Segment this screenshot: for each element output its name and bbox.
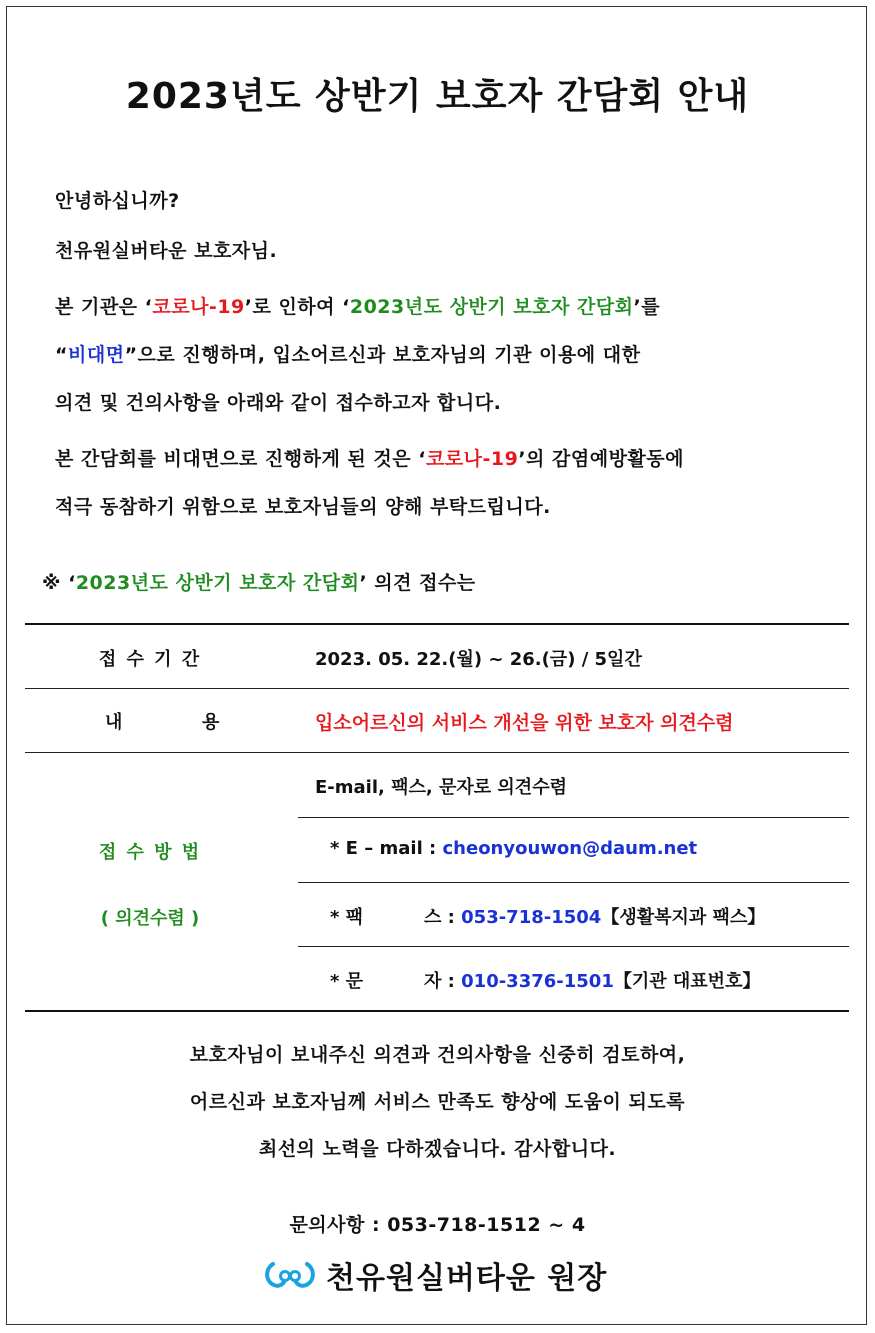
email-link[interactable]: cheonyouwon@daum.net [442,838,698,859]
nonface-highlight: 비대면 [68,344,125,366]
email-label: * E – mail : [330,838,437,859]
content-label-1: 내 [105,712,123,733]
covid-highlight: 코로나-19 [152,296,245,318]
fax-note: 【생활복지과 팩스】 [601,907,766,928]
para1-text-e: ”으로 진행하며, 입소어르신과 보호자님의 기관 이용에 대한 [124,344,641,366]
para1-open-quote: “ [55,344,68,366]
table-top-border [25,623,849,625]
para2-line1 [55,444,684,471]
table-subrow-divider [298,946,849,947]
table-row-divider [25,752,849,753]
para1-text-c: ’를 [633,296,661,318]
sms-row [424,967,760,993]
para1-line1 [55,292,660,319]
period-label: 접 수 기 간 [98,649,202,670]
note-mark: ※ ‘ [42,572,76,594]
note-event: 2023년도 상반기 보호자 간담회 [75,572,360,594]
note-rest: ’ 의견 접수는 [359,572,476,594]
closing-line-1: 보호자님이 보내주신 의견과 건의사항을 신중히 검토하여, [189,1044,686,1066]
contact-info: 문의사항 : 053-718-1512 ~ 4 [289,1214,586,1236]
para1-line2 [55,340,640,367]
content-label-2: 용 [202,712,220,733]
sms-number: 010-3376-1501 [461,971,614,992]
table-bottom-border [25,1010,849,1012]
closing-line-2: 어르신과 보호자님께 서비스 만족도 향상에 도움이 되도록 [189,1091,686,1113]
table-subrow-divider [298,882,849,883]
sms-label-1: * 문 [330,971,364,992]
content-value: 입소어르신의 서비스 개선을 위한 보호자 의견수렴 [315,712,734,734]
para1-text-a: 본 기관은 ‘ [55,296,153,318]
para2-text-a: 본 간담회를 비대면으로 진행하게 된 것은 ‘ [55,448,426,470]
covid-highlight-2: 코로나-19 [425,448,519,470]
method-label: 접 수 방 법 [98,842,202,863]
addressee: 천유원실버타운 보호자님. [55,240,278,262]
fax-label-1: * 팩 [330,907,364,928]
method-sublabel: ( 의견수렴 ) [100,908,200,929]
event-highlight: 2023년도 상반기 보호자 간담회 [349,296,634,318]
table-subrow-divider [298,817,849,818]
para2-line2: 적극 동참하기 위함으로 보호자님들의 양해 부탁드립니다. [55,496,551,518]
para1-line3: 의견 및 건의사항을 아래와 같이 접수하고자 합니다. [55,392,502,414]
sms-label-2: 자 : [424,971,455,992]
fax-row [424,903,765,929]
email-row [330,838,697,859]
organization-logo-icon [265,1259,315,1289]
signature: 천유원실버타운 원장 [326,1261,608,1296]
greeting: 안녕하십니까? [55,190,180,212]
para2-text-b: ’의 감염예방활동에 [518,448,684,470]
closing-line-3: 최선의 노력을 다하겠습니다. 감사합니다. [258,1138,617,1160]
page-title: 2023년도 상반기 보호자 간담회 안내 [125,76,750,117]
sms-note: 【기관 대표번호】 [613,971,761,992]
table-row-divider [25,688,849,689]
para1-text-b: ’로 인하여 ‘ [244,296,350,318]
period-value: 2023. 05. 22.(월) ~ 26.(금) / 5일간 [315,649,642,670]
note-line [42,568,476,595]
method-intro: E-mail, 팩스, 문자로 의견수렴 [315,777,567,798]
fax-label-2: 스 : [424,907,455,928]
fax-number: 053-718-1504 [461,907,602,928]
